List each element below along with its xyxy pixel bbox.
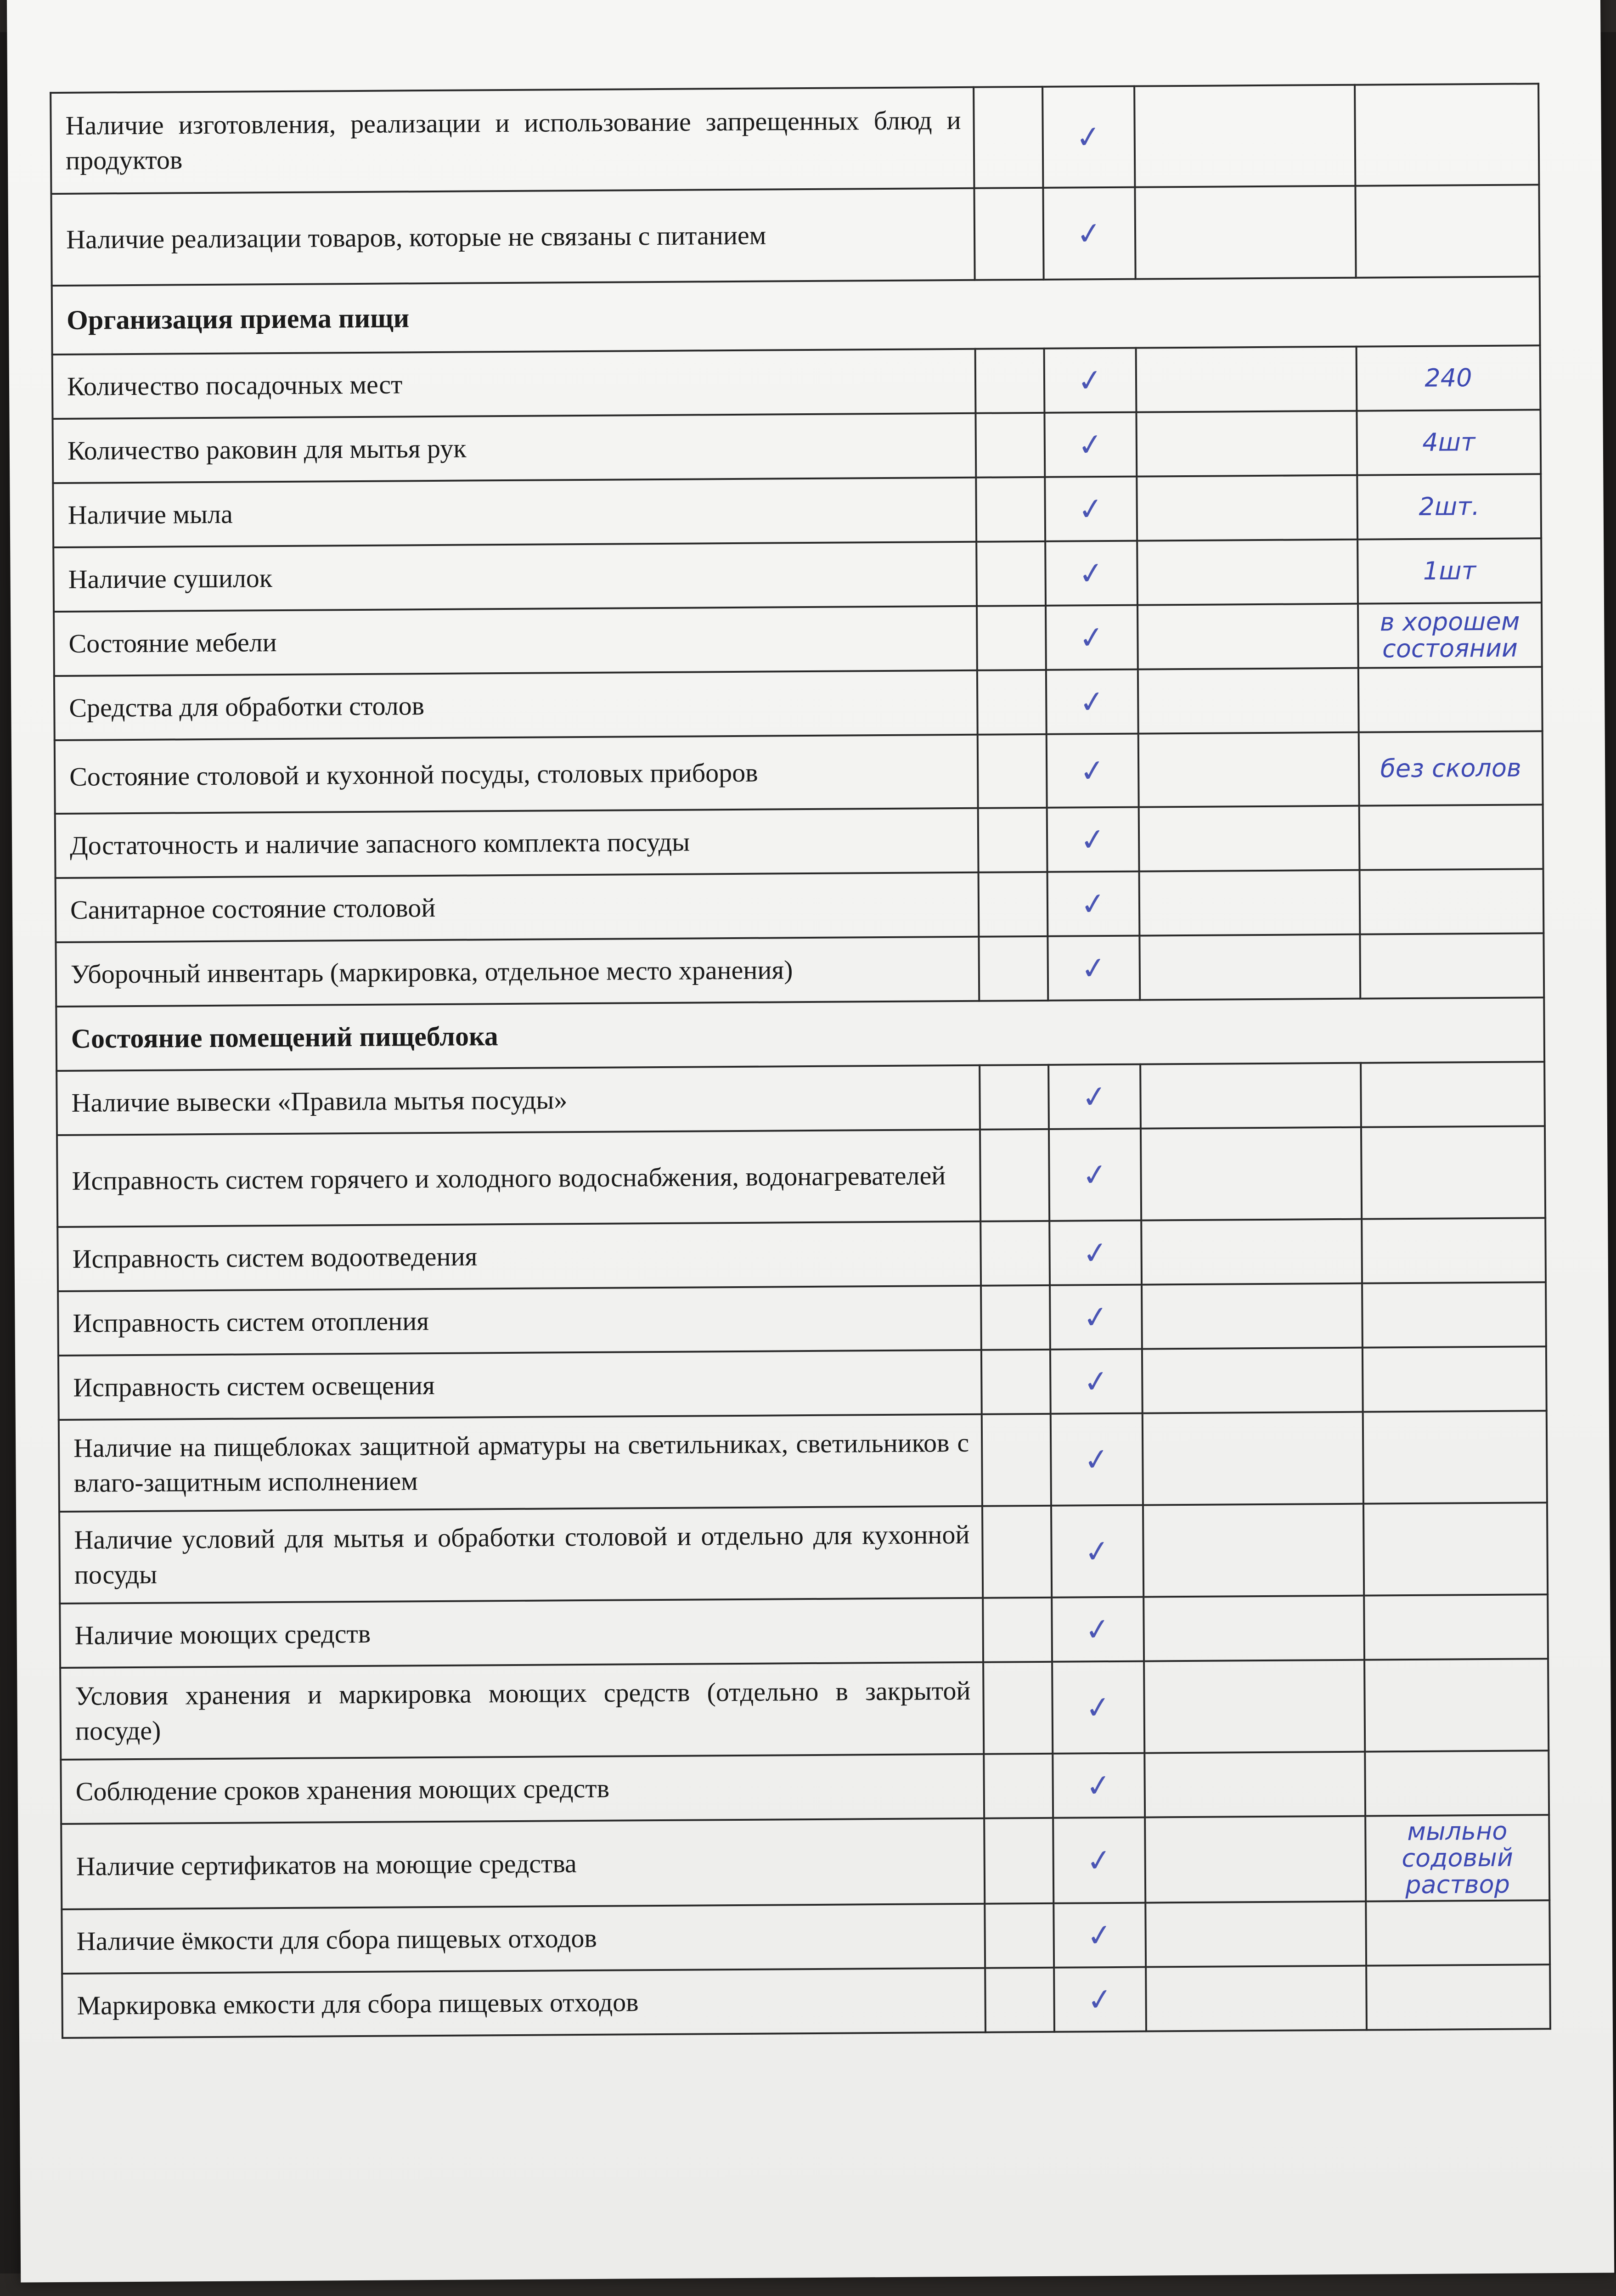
answer-cell-1[interactable]: [978, 808, 1047, 872]
answer-cell-3[interactable]: [1137, 540, 1358, 605]
criterion-label: Исправность систем водоотведения: [57, 1221, 981, 1291]
answer-cell-3[interactable]: [1143, 1412, 1363, 1505]
answer-cell-2[interactable]: [1052, 1661, 1144, 1754]
checkmark-icon: ✓: [1081, 1233, 1110, 1272]
criterion-label: Наличие моющих средств: [60, 1598, 983, 1668]
checkmark-icon: ✓: [1075, 361, 1105, 400]
answer-cell-2[interactable]: [1048, 1064, 1141, 1129]
answer-cell-1[interactable]: [976, 541, 1046, 606]
checklist-row: [56, 869, 1544, 942]
criterion-label: Наличие вывески «Правила мытья посуды»: [56, 1065, 980, 1135]
answer-cell-1[interactable]: [982, 1414, 1051, 1506]
answer-cell-1[interactable]: [984, 1754, 1053, 1818]
handwritten-note[interactable]: [1359, 805, 1543, 870]
answer-cell-1[interactable]: [976, 477, 1045, 542]
checklist-row: [55, 731, 1543, 814]
criterion-label: Наличие на пищеблоках защитной арматуры на светильниках, светильников с влаго-защитным исполнением: [59, 1414, 982, 1512]
answer-cell-3[interactable]: [1142, 1283, 1363, 1349]
handwritten-note[interactable]: [1358, 667, 1543, 732]
answer-cell-1[interactable]: [975, 413, 1045, 478]
answer-cell-3[interactable]: [1139, 934, 1360, 1000]
answer-cell-3[interactable]: [1138, 732, 1359, 807]
checkmark-icon: ✓: [1078, 751, 1107, 790]
section-header-row: [56, 997, 1544, 1071]
handwritten-note[interactable]: [1365, 1750, 1549, 1816]
checkmark-icon: ✓: [1080, 1077, 1109, 1116]
answer-cell-3[interactable]: [1134, 85, 1355, 187]
answer-cell-3[interactable]: [1143, 1596, 1364, 1661]
checklist-row: [53, 538, 1542, 612]
handwritten-note[interactable]: 4шт: [1357, 410, 1541, 475]
answer-cell-2[interactable]: [1045, 541, 1137, 606]
handwritten-note[interactable]: [1364, 1659, 1548, 1751]
checkmark-icon: ✓: [1084, 1841, 1114, 1880]
answer-cell-3[interactable]: [1139, 870, 1360, 936]
handwritten-note[interactable]: [1364, 1594, 1548, 1660]
criterion-label: Наличие сертификатов на моющие средства: [61, 1818, 985, 1909]
criterion-label: Исправность систем горячего и холодного водоснабжения, водонагревателей: [57, 1130, 980, 1227]
criterion-label: Санитарное состояние столовой: [56, 872, 979, 942]
handwritten-note[interactable]: [1360, 869, 1544, 934]
criterion-label: Состояние столовой и кухонной посуды, столовых приборов: [55, 735, 978, 814]
checklist-row: [59, 1411, 1547, 1512]
answer-cell-2[interactable]: [1044, 348, 1137, 413]
handwritten-note[interactable]: [1366, 1964, 1550, 2030]
checklist-row: [62, 1964, 1550, 2038]
criterion-label: Соблюдение сроков хранения моющих средств: [61, 1754, 984, 1824]
criterion-label: Наличие сушилок: [53, 542, 977, 612]
handwritten-note[interactable]: мыльно содовый раствор: [1365, 1815, 1549, 1901]
section-title: Организация приема пищи: [52, 276, 1540, 355]
criterion-label: Наличие мыла: [53, 478, 976, 547]
handwritten-note[interactable]: 2шт.: [1357, 474, 1541, 539]
checkmark-icon: ✓: [1076, 490, 1106, 528]
checkmark-icon: ✓: [1077, 618, 1107, 657]
answer-cell-2[interactable]: [1043, 187, 1135, 280]
answer-cell-1[interactable]: [980, 1129, 1049, 1221]
checkmark-icon: ✓: [1078, 820, 1108, 859]
checkmark-icon: ✓: [1080, 1155, 1110, 1194]
criterion-label: Наличие изготовления, реализации и использование запрещенных блюд и продуктов: [51, 87, 974, 194]
answer-cell-2[interactable]: [1053, 1903, 1146, 1968]
checklist-rows: [51, 84, 1550, 2038]
checklist-row: [55, 805, 1543, 878]
checkmark-icon: ✓: [1084, 1766, 1114, 1805]
answer-cell-1[interactable]: [983, 1598, 1052, 1662]
answer-cell-2[interactable]: [1047, 872, 1140, 936]
answer-cell-1[interactable]: [975, 349, 1045, 413]
answer-cell-2[interactable]: [1050, 1349, 1143, 1414]
criterion-label: Наличие условий для мытья и обработки столовой и отдельно для кухонной посуды: [59, 1506, 983, 1604]
criterion-label: Наличие реализации товаров, которые не связаны с питанием: [51, 188, 974, 286]
answer-cell-2[interactable]: [1050, 1285, 1142, 1350]
handwritten-note[interactable]: [1361, 1126, 1545, 1219]
answer-cell-2[interactable]: [1046, 605, 1138, 670]
answer-cell-1[interactable]: [979, 936, 1048, 1001]
answer-cell-1[interactable]: [981, 1350, 1051, 1414]
answer-cell-3[interactable]: [1144, 1660, 1365, 1753]
criterion-label: Состояние мебели: [54, 606, 977, 676]
checklist-row: [51, 84, 1539, 194]
checkmark-icon: ✓: [1075, 214, 1104, 253]
handwritten-note[interactable]: в хорошем состоянии: [1358, 602, 1542, 668]
handwritten-note[interactable]: [1361, 1062, 1545, 1127]
answer-cell-1[interactable]: [980, 1221, 1050, 1286]
answer-cell-1[interactable]: [982, 1506, 1052, 1598]
answer-cell-1[interactable]: [974, 188, 1043, 280]
answer-cell-1[interactable]: [978, 734, 1047, 808]
answer-cell-2[interactable]: [1047, 936, 1140, 1001]
checklist-row: [59, 1503, 1548, 1604]
answer-cell-3[interactable]: [1136, 411, 1357, 477]
checkmark-icon: ✓: [1081, 1298, 1111, 1336]
answer-cell-2[interactable]: [1045, 477, 1137, 541]
checklist-row: [54, 667, 1543, 740]
checkmark-icon: ✓: [1082, 1440, 1112, 1479]
checkmark-icon: ✓: [1079, 949, 1109, 987]
answer-cell-3[interactable]: [1146, 1966, 1367, 2032]
answer-cell-2[interactable]: [1047, 807, 1139, 872]
checklist-row: [62, 1900, 1550, 1974]
answer-cell-2[interactable]: [1053, 1818, 1145, 1903]
answer-cell-3[interactable]: [1142, 1348, 1363, 1413]
handwritten-note[interactable]: без сколов: [1359, 731, 1543, 805]
criterion-label: Количество посадочных мест: [52, 349, 976, 419]
criterion-label: Маркировка емкости для сбора пищевых отходов: [62, 1968, 985, 2038]
handwritten-note[interactable]: 1шт: [1357, 538, 1542, 603]
criterion-label: Количество раковин для мытья рук: [52, 413, 976, 483]
checklist-row: [52, 345, 1541, 419]
answer-cell-2[interactable]: [1053, 1753, 1145, 1818]
answer-cell-3[interactable]: [1136, 347, 1357, 412]
checklist-row: [60, 1594, 1548, 1668]
handwritten-note[interactable]: [1363, 1346, 1547, 1412]
answer-cell-1[interactable]: [979, 872, 1048, 937]
criterion-label: Достаточность и наличие запасного комплекта посуды: [55, 808, 979, 878]
checklist-row: [56, 1062, 1545, 1135]
answer-cell-2[interactable]: [1049, 1129, 1141, 1221]
handwritten-note[interactable]: [1366, 1900, 1550, 1965]
answer-cell-2[interactable]: [1046, 670, 1138, 734]
checklist-row: [61, 1815, 1549, 1909]
answer-cell-2[interactable]: [1051, 1505, 1143, 1598]
checklist-row: [61, 1750, 1549, 1824]
answer-cell-1[interactable]: [983, 1662, 1053, 1754]
answer-cell-3[interactable]: [1140, 1063, 1361, 1129]
checkmark-icon: ✓: [1081, 1362, 1111, 1401]
checkmark-icon: ✓: [1085, 1916, 1115, 1954]
criterion-label: Наличие ёмкости для сбора пищевых отходов: [62, 1904, 985, 1974]
handwritten-note[interactable]: [1363, 1411, 1547, 1503]
answer-cell-2[interactable]: [1049, 1221, 1142, 1285]
handwritten-note[interactable]: 240: [1357, 345, 1541, 411]
answer-cell-2[interactable]: [1054, 1967, 1146, 2032]
answer-cell-2[interactable]: [1044, 412, 1137, 477]
criterion-label: Условия хранения и маркировка моющих средств (отдельно в закрытой посуде): [60, 1662, 984, 1760]
checklist-row: [57, 1126, 1545, 1227]
answer-cell-3[interactable]: [1137, 475, 1357, 541]
handwritten-note[interactable]: [1363, 1503, 1548, 1595]
checkmark-icon: ✓: [1076, 425, 1105, 464]
handwritten-note[interactable]: [1362, 1282, 1546, 1347]
answer-cell-2[interactable]: [1052, 1597, 1144, 1662]
handwritten-note[interactable]: [1355, 185, 1539, 277]
answer-cell-3[interactable]: [1137, 604, 1358, 670]
answer-cell-1[interactable]: [981, 1285, 1050, 1350]
checkmark-icon: ✓: [1082, 1532, 1112, 1570]
checklist-row: [56, 933, 1544, 1007]
criterion-label: Исправность систем освещения: [58, 1350, 982, 1420]
criterion-label: Уборочный инвентарь (маркировка, отдельное место хранения): [56, 937, 979, 1007]
section-header-row: [52, 276, 1540, 355]
checklist-row: [53, 474, 1541, 547]
answer-cell-2[interactable]: [1047, 734, 1139, 808]
answer-cell-3[interactable]: [1139, 806, 1360, 872]
section-title: Состояние помещений пищеблока: [56, 997, 1544, 1071]
answer-cell-3[interactable]: [1144, 1752, 1365, 1818]
answer-cell-1[interactable]: [984, 1818, 1053, 1904]
answer-cell-2[interactable]: [1051, 1413, 1143, 1506]
answer-cell-1[interactable]: [980, 1065, 1049, 1130]
checkmark-icon: ✓: [1077, 682, 1107, 721]
answer-cell-1[interactable]: [974, 87, 1043, 188]
answer-cell-1[interactable]: [985, 1903, 1054, 1968]
handwritten-note[interactable]: [1362, 1218, 1546, 1283]
answer-cell-3[interactable]: [1143, 1504, 1364, 1597]
criterion-label: Исправность систем отопления: [58, 1286, 981, 1356]
checklist-row: [54, 602, 1542, 676]
checkmark-icon: ✓: [1074, 118, 1104, 156]
checklist-row: [58, 1346, 1547, 1420]
answer-cell-3[interactable]: [1138, 668, 1359, 734]
checkmark-icon: ✓: [1079, 884, 1108, 923]
checklist-row: [51, 185, 1539, 286]
checklist-row: [52, 410, 1541, 483]
checklist-row: [58, 1282, 1546, 1356]
answer-cell-3[interactable]: [1135, 186, 1356, 279]
document-page: [7, 0, 1614, 2283]
handwritten-note[interactable]: [1360, 933, 1544, 998]
answer-cell-1[interactable]: [977, 670, 1047, 735]
answer-cell-1[interactable]: [977, 606, 1046, 670]
checkmark-icon: ✓: [1083, 1688, 1113, 1727]
answer-cell-3[interactable]: [1145, 1902, 1366, 1967]
checklist-row: [57, 1218, 1546, 1291]
answer-cell-3[interactable]: [1141, 1127, 1362, 1221]
checklist-row: [60, 1659, 1548, 1760]
criterion-label: Средства для обработки столов: [54, 670, 978, 740]
checkmark-icon: ✓: [1085, 1980, 1115, 2019]
handwritten-note[interactable]: [1355, 84, 1539, 186]
checkmark-icon: ✓: [1083, 1610, 1113, 1649]
checklist-table: [50, 83, 1551, 2039]
answer-cell-3[interactable]: [1145, 1816, 1366, 1903]
answer-cell-3[interactable]: [1141, 1219, 1362, 1285]
answer-cell-2[interactable]: [1042, 86, 1135, 188]
answer-cell-1[interactable]: [985, 1968, 1054, 2032]
checkmark-icon: ✓: [1076, 554, 1106, 592]
